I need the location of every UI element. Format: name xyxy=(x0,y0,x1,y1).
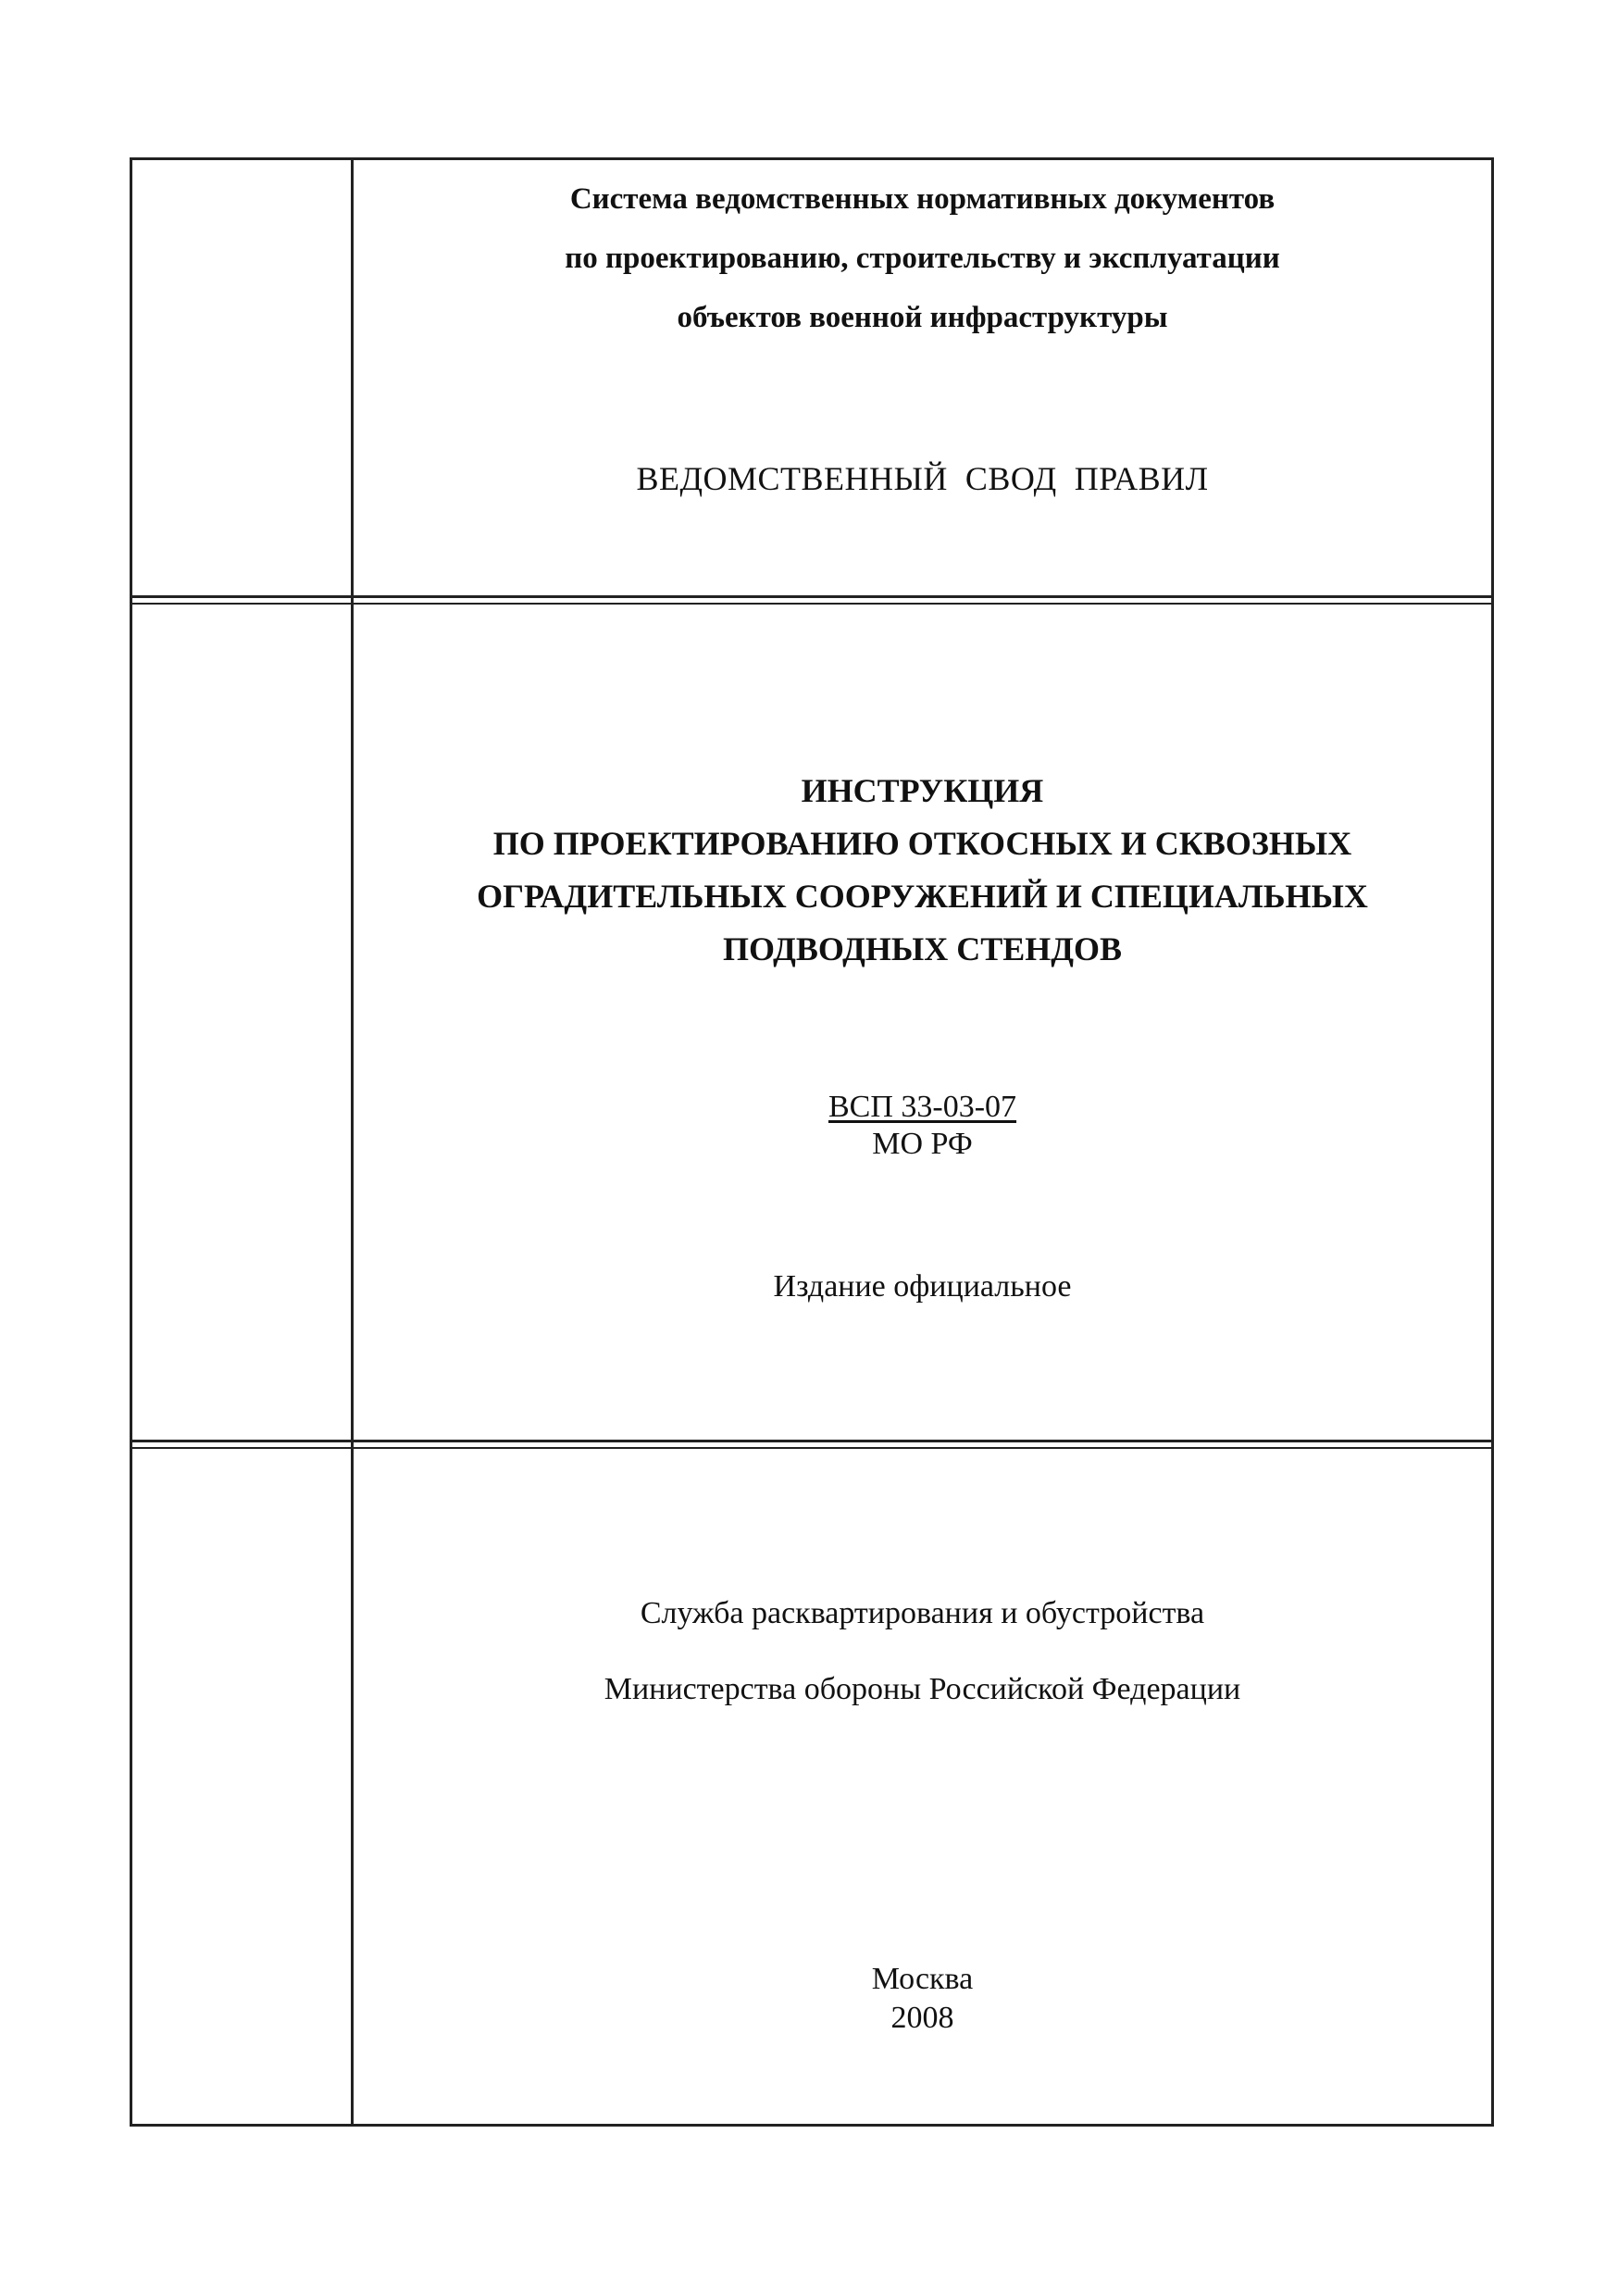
document-code: ВСП 33-03-07 xyxy=(828,1090,1017,1124)
place-year-block xyxy=(354,1960,1491,2038)
document-code-block xyxy=(354,1089,1491,1163)
title-line: ИНСТРУКЦИЯ xyxy=(801,772,1044,809)
system-title-line: по проектированию, строительству и эксплуатации xyxy=(565,242,1280,275)
title-line: ОГРАДИТЕЛЬНЫХ СООРУЖЕНИЙ И СПЕЦИАЛЬНЫХ xyxy=(477,878,1368,915)
section-divider-top-double xyxy=(132,603,1491,605)
publisher-section xyxy=(354,1451,1491,2127)
document-title xyxy=(354,765,1491,976)
document-system-title xyxy=(354,169,1491,347)
title-line: ПОДВОДНЫХ СТЕНДОВ xyxy=(722,930,1123,967)
system-title-line: объектов военной инфраструктуры xyxy=(677,301,1168,334)
year-label: 2008 xyxy=(890,2001,954,2035)
title-section xyxy=(354,607,1491,1441)
publisher-block xyxy=(354,1576,1491,1728)
publisher-line: Министерства обороны Российской Федерации xyxy=(604,1672,1241,1706)
title-line: ПО ПРОЕКТИРОВАНИЮ ОТКОСНЫХ И СКВОЗНЫХ xyxy=(492,825,1352,862)
ministry-code: МО РФ xyxy=(872,1127,973,1161)
section-divider-top xyxy=(132,595,1491,598)
section-divider-bottom-double xyxy=(132,1447,1491,1449)
publisher-line: Служба расквартирования и обустройства xyxy=(640,1596,1205,1630)
edition-label: Издание официальное xyxy=(773,1269,1072,1304)
header-section xyxy=(354,160,1491,595)
system-title-line: Система ведомственных нормативных документов xyxy=(569,182,1276,216)
city-label: Москва xyxy=(871,1962,974,1996)
code-of-rules-label: ВЕДОМСТВЕННЫЙ СВОД ПРАВИЛ xyxy=(636,460,1209,497)
cover-frame xyxy=(130,157,1494,2127)
